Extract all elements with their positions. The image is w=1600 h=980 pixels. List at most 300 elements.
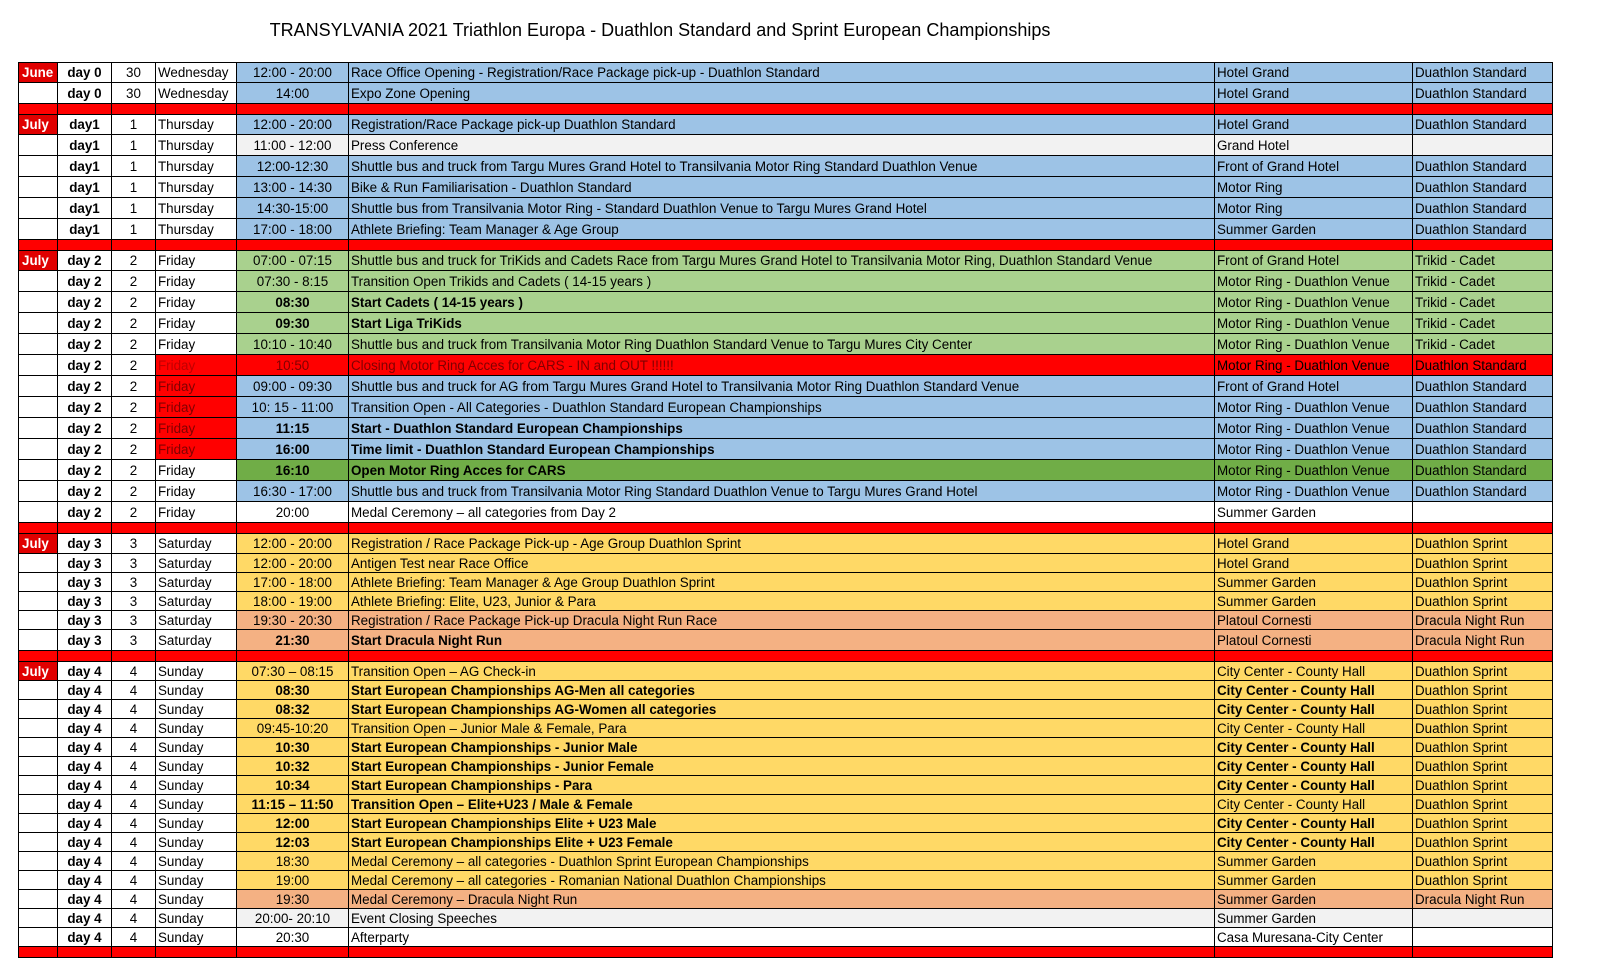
schedule-row <box>19 662 1553 681</box>
time-cell: 12:00 - 20:00 <box>237 554 349 573</box>
month-cell-empty <box>19 630 58 651</box>
day-label: day 2 <box>58 376 112 397</box>
event-cell: Closing Motor Ring Acces for CARS - IN and OUT !!!!!! <box>349 355 1215 376</box>
month-cell-empty <box>19 719 58 738</box>
day-number: 2 <box>112 418 156 439</box>
category-cell: Duathlon Standard <box>1413 418 1553 439</box>
category-cell: Duathlon Standard <box>1413 198 1553 219</box>
category-cell: Dracula Night Run <box>1413 611 1553 630</box>
category-cell: Trikid - Cadet <box>1413 292 1553 313</box>
separator-cell <box>112 947 156 958</box>
schedule-row <box>19 890 1553 909</box>
month-cell: July <box>19 662 58 681</box>
month-cell-empty <box>19 83 58 104</box>
category-cell: Duathlon Sprint <box>1413 662 1553 681</box>
event-cell: Start Liga TriKids <box>349 313 1215 334</box>
separator-cell <box>237 104 349 115</box>
day-label: day 4 <box>58 681 112 700</box>
month-cell-empty <box>19 334 58 355</box>
event-cell: Shuttle bus and truck from Transilvania Motor Ring Duathlon Standard Venue to Targu Mures City Center <box>349 334 1215 355</box>
day-label: day1 <box>58 198 112 219</box>
month-cell-empty <box>19 156 58 177</box>
event-cell: Start European Championships AG-Women all categories <box>349 700 1215 719</box>
event-cell: Medal Ceremony – all categories from Day 2 <box>349 502 1215 523</box>
day-separator <box>19 240 1553 251</box>
day-label: day 0 <box>58 83 112 104</box>
event-cell: Transition Open – Elite+U23 / Male & Female <box>349 795 1215 814</box>
weekday: Thursday <box>156 219 237 240</box>
day-number: 2 <box>112 355 156 376</box>
location-cell: Motor Ring - Duathlon Venue <box>1215 481 1413 502</box>
location-cell: City Center - County Hall <box>1215 814 1413 833</box>
time-cell: 09:00 - 09:30 <box>237 376 349 397</box>
category-cell: Duathlon Sprint <box>1413 795 1553 814</box>
time-cell: 12:03 <box>237 833 349 852</box>
event-cell: Medal Ceremony – Dracula Night Run <box>349 890 1215 909</box>
day-number: 3 <box>112 592 156 611</box>
day-number: 1 <box>112 115 156 135</box>
day-label: day 2 <box>58 313 112 334</box>
weekday: Sunday <box>156 833 237 852</box>
day-number: 2 <box>112 439 156 460</box>
day-number: 4 <box>112 814 156 833</box>
time-cell: 19:30 <box>237 890 349 909</box>
day-label: day 2 <box>58 418 112 439</box>
schedule-row <box>19 795 1553 814</box>
month-cell-empty <box>19 355 58 376</box>
weekday: Friday <box>156 313 237 334</box>
separator-cell <box>1413 651 1553 662</box>
weekday: Saturday <box>156 534 237 554</box>
category-cell: Duathlon Sprint <box>1413 681 1553 700</box>
weekday: Sunday <box>156 909 237 928</box>
month-cell-empty <box>19 292 58 313</box>
event-cell: Start European Championships Elite + U23 Male <box>349 814 1215 833</box>
month-cell-empty <box>19 871 58 890</box>
weekday: Friday <box>156 251 237 271</box>
day-label: day 2 <box>58 355 112 376</box>
separator-cell <box>156 651 237 662</box>
separator-cell <box>349 240 1215 251</box>
category-cell: Duathlon Sprint <box>1413 833 1553 852</box>
location-cell: Casa Muresana-City Center <box>1215 928 1413 947</box>
separator-cell <box>349 104 1215 115</box>
location-cell: Summer Garden <box>1215 852 1413 871</box>
schedule-body <box>19 63 1553 958</box>
location-cell: City Center - County Hall <box>1215 833 1413 852</box>
location-cell: Motor Ring - Duathlon Venue <box>1215 313 1413 334</box>
event-cell: Transition Open – AG Check-in <box>349 662 1215 681</box>
weekday: Sunday <box>156 757 237 776</box>
time-cell: 16:30 - 17:00 <box>237 481 349 502</box>
day-label: day 4 <box>58 795 112 814</box>
location-cell: Motor Ring - Duathlon Venue <box>1215 397 1413 418</box>
time-cell: 08:30 <box>237 292 349 313</box>
month-cell-empty <box>19 611 58 630</box>
weekday: Friday <box>156 397 237 418</box>
event-cell: Shuttle bus and truck for TriKids and Cadets Race from Targu Mures Grand Hotel to Transilvania Motor Ring, Duathlon Standard Venue <box>349 251 1215 271</box>
schedule-row <box>19 738 1553 757</box>
day-number: 4 <box>112 757 156 776</box>
category-cell: Duathlon Sprint <box>1413 738 1553 757</box>
page-title: TRANSYLVANIA 2021 Triathlon Europa - Duathlon Standard and Sprint European Championships <box>269 20 1051 40</box>
schedule-row <box>19 334 1553 355</box>
event-cell: Registration/Race Package pick-up Duathlon Standard <box>349 115 1215 135</box>
schedule-row <box>19 355 1553 376</box>
event-cell: Athlete Briefing: Elite, U23, Junior & Para <box>349 592 1215 611</box>
time-cell: 10:10 - 10:40 <box>237 334 349 355</box>
month-cell-empty <box>19 833 58 852</box>
location-cell: City Center - County Hall <box>1215 757 1413 776</box>
time-cell: 16:10 <box>237 460 349 481</box>
schedule-row <box>19 871 1553 890</box>
time-cell: 19:00 <box>237 871 349 890</box>
time-cell: 18:30 <box>237 852 349 871</box>
event-cell: Shuttle bus and truck for AG from Targu Mures Grand Hotel to Transilvania Motor Ring Duathlon Standard Venue <box>349 376 1215 397</box>
time-cell: 08:32 <box>237 700 349 719</box>
location-cell: City Center - County Hall <box>1215 795 1413 814</box>
schedule-row <box>19 592 1553 611</box>
month-cell-empty <box>19 890 58 909</box>
month-cell-empty <box>19 481 58 502</box>
event-cell: Start European Championships Elite + U23 Female <box>349 833 1215 852</box>
event-cell: Shuttle bus and truck from Transilvania Motor Ring Standard Duathlon Venue to Targu Mures Grand Hotel <box>349 481 1215 502</box>
category-cell: Duathlon Sprint <box>1413 776 1553 795</box>
separator-cell <box>1215 240 1413 251</box>
category-cell: Dracula Night Run <box>1413 890 1553 909</box>
separator-cell <box>237 523 349 534</box>
day-number: 4 <box>112 700 156 719</box>
schedule-row <box>19 115 1553 135</box>
month-cell: July <box>19 115 58 135</box>
day-label: day 2 <box>58 334 112 355</box>
separator-cell <box>349 947 1215 958</box>
month-cell-empty <box>19 554 58 573</box>
location-cell: Motor Ring - Duathlon Venue <box>1215 418 1413 439</box>
location-cell: Summer Garden <box>1215 573 1413 592</box>
weekday: Thursday <box>156 156 237 177</box>
time-cell: 09:30 <box>237 313 349 334</box>
category-cell: Trikid - Cadet <box>1413 334 1553 355</box>
day-number: 1 <box>112 135 156 156</box>
separator-cell <box>19 651 58 662</box>
weekday: Thursday <box>156 135 237 156</box>
schedule-row <box>19 460 1553 481</box>
schedule-row <box>19 833 1553 852</box>
day-number: 3 <box>112 554 156 573</box>
time-cell: 11:15 – 11:50 <box>237 795 349 814</box>
schedule-row <box>19 776 1553 795</box>
schedule-table <box>18 62 1553 958</box>
category-cell: Duathlon Sprint <box>1413 573 1553 592</box>
event-cell: Start European Championships - Para <box>349 776 1215 795</box>
location-cell: Front of Grand Hotel <box>1215 156 1413 177</box>
location-cell: Grand Hotel <box>1215 135 1413 156</box>
day-number: 1 <box>112 177 156 198</box>
schedule-row <box>19 156 1553 177</box>
separator-cell <box>349 651 1215 662</box>
day-number: 4 <box>112 662 156 681</box>
time-cell: 21:30 <box>237 630 349 651</box>
event-cell: Expo Zone Opening <box>349 83 1215 104</box>
day-label: day 3 <box>58 573 112 592</box>
schedule-row <box>19 418 1553 439</box>
time-cell: 12:00-12:30 <box>237 156 349 177</box>
weekday: Friday <box>156 460 237 481</box>
category-cell: Duathlon Standard <box>1413 63 1553 83</box>
location-cell: Motor Ring - Duathlon Venue <box>1215 271 1413 292</box>
day-label: day 4 <box>58 700 112 719</box>
day-label: day1 <box>58 219 112 240</box>
day-number: 2 <box>112 313 156 334</box>
category-cell <box>1413 135 1553 156</box>
separator-cell <box>112 240 156 251</box>
day-number: 4 <box>112 890 156 909</box>
weekday: Friday <box>156 334 237 355</box>
day-label: day 4 <box>58 871 112 890</box>
category-cell: Duathlon Sprint <box>1413 871 1553 890</box>
day-number: 3 <box>112 573 156 592</box>
schedule-row <box>19 909 1553 928</box>
day-label: day 4 <box>58 833 112 852</box>
category-cell: Duathlon Sprint <box>1413 592 1553 611</box>
month-cell-empty <box>19 928 58 947</box>
event-cell: Bike & Run Familiarisation - Duathlon Standard <box>349 177 1215 198</box>
weekday: Friday <box>156 355 237 376</box>
day-label: day1 <box>58 156 112 177</box>
day-label: day 2 <box>58 502 112 523</box>
weekday: Thursday <box>156 115 237 135</box>
weekday: Wednesday <box>156 83 237 104</box>
day-label: day1 <box>58 135 112 156</box>
weekday: Sunday <box>156 681 237 700</box>
category-cell: Duathlon Standard <box>1413 83 1553 104</box>
month-cell-empty <box>19 795 58 814</box>
category-cell: Duathlon Sprint <box>1413 814 1553 833</box>
separator-cell <box>237 947 349 958</box>
location-cell: Platoul Cornesti <box>1215 611 1413 630</box>
time-cell: 10:30 <box>237 738 349 757</box>
day-label: day 3 <box>58 554 112 573</box>
location-cell: Hotel Grand <box>1215 534 1413 554</box>
day-number: 2 <box>112 292 156 313</box>
separator-cell <box>58 523 112 534</box>
month-cell-empty <box>19 219 58 240</box>
day-number: 2 <box>112 251 156 271</box>
day-number: 3 <box>112 611 156 630</box>
month-cell-empty <box>19 198 58 219</box>
weekday: Sunday <box>156 890 237 909</box>
event-cell: Event Closing Speeches <box>349 909 1215 928</box>
schedule-row <box>19 83 1553 104</box>
separator-cell <box>1413 104 1553 115</box>
event-cell: Registration / Race Package Pick-up Dracula Night Run Race <box>349 611 1215 630</box>
time-cell: 12:00 - 20:00 <box>237 115 349 135</box>
weekday: Sunday <box>156 719 237 738</box>
event-cell: Press Conference <box>349 135 1215 156</box>
schedule-row <box>19 719 1553 738</box>
category-cell: Duathlon Standard <box>1413 115 1553 135</box>
schedule-row <box>19 135 1553 156</box>
schedule-row <box>19 439 1553 460</box>
weekday: Wednesday <box>156 63 237 83</box>
month-cell-empty <box>19 700 58 719</box>
day-number: 1 <box>112 198 156 219</box>
category-cell: Duathlon Standard <box>1413 156 1553 177</box>
event-cell: Medal Ceremony – all categories - Romanian National Duathlon Championships <box>349 871 1215 890</box>
month-cell-empty <box>19 460 58 481</box>
location-cell: Front of Grand Hotel <box>1215 251 1413 271</box>
event-cell: Transition Open - All Categories - Duathlon Standard European Championships <box>349 397 1215 418</box>
location-cell: Motor Ring - Duathlon Venue <box>1215 355 1413 376</box>
time-cell: 08:30 <box>237 681 349 700</box>
location-cell: Hotel Grand <box>1215 83 1413 104</box>
location-cell: Summer Garden <box>1215 890 1413 909</box>
category-cell: Trikid - Cadet <box>1413 313 1553 334</box>
day-number: 4 <box>112 928 156 947</box>
weekday: Friday <box>156 271 237 292</box>
separator-cell <box>58 104 112 115</box>
time-cell: 12:00 - 20:00 <box>237 534 349 554</box>
event-cell: Athlete Briefing: Team Manager & Age Group Duathlon Sprint <box>349 573 1215 592</box>
weekday: Sunday <box>156 871 237 890</box>
day-label: day1 <box>58 115 112 135</box>
day-label: day 2 <box>58 460 112 481</box>
month-cell-empty <box>19 376 58 397</box>
month-cell-empty <box>19 313 58 334</box>
category-cell: Duathlon Sprint <box>1413 719 1553 738</box>
day-number: 4 <box>112 852 156 871</box>
day-number: 1 <box>112 156 156 177</box>
category-cell: Duathlon Standard <box>1413 481 1553 502</box>
schedule-row <box>19 63 1553 83</box>
weekday: Friday <box>156 481 237 502</box>
weekday: Sunday <box>156 795 237 814</box>
location-cell: Motor Ring - Duathlon Venue <box>1215 334 1413 355</box>
separator-cell <box>58 240 112 251</box>
location-cell: City Center - County Hall <box>1215 662 1413 681</box>
month-cell-empty <box>19 681 58 700</box>
event-cell: Medal Ceremony – all categories - Duathlon Sprint European Championships <box>349 852 1215 871</box>
separator-cell <box>1215 104 1413 115</box>
location-cell: Motor Ring - Duathlon Venue <box>1215 439 1413 460</box>
time-cell: 12:00 <box>237 814 349 833</box>
day-label: day 2 <box>58 292 112 313</box>
separator-cell <box>58 651 112 662</box>
location-cell: Platoul Cornesti <box>1215 630 1413 651</box>
month-cell: July <box>19 534 58 554</box>
month-cell-empty <box>19 776 58 795</box>
separator-cell <box>1413 947 1553 958</box>
separator-cell <box>19 523 58 534</box>
day-label: day 4 <box>58 719 112 738</box>
day-separator <box>19 947 1553 958</box>
day-label: day 3 <box>58 592 112 611</box>
day-label: day 2 <box>58 271 112 292</box>
month-cell-empty <box>19 418 58 439</box>
schedule-row <box>19 251 1553 271</box>
location-cell: Motor Ring - Duathlon Venue <box>1215 292 1413 313</box>
day-label: day 2 <box>58 481 112 502</box>
category-cell: Duathlon Sprint <box>1413 757 1553 776</box>
month-cell-empty <box>19 573 58 592</box>
schedule-row <box>19 814 1553 833</box>
separator-cell <box>19 947 58 958</box>
weekday: Sunday <box>156 852 237 871</box>
event-cell: Time limit - Duathlon Standard European Championships <box>349 439 1215 460</box>
day-number: 4 <box>112 776 156 795</box>
category-cell: Dracula Night Run <box>1413 630 1553 651</box>
day-number: 2 <box>112 334 156 355</box>
separator-cell <box>58 947 112 958</box>
day-number: 4 <box>112 909 156 928</box>
event-cell: Start European Championships AG-Men all categories <box>349 681 1215 700</box>
day-number: 4 <box>112 738 156 757</box>
separator-cell <box>156 523 237 534</box>
schedule-row <box>19 928 1553 947</box>
location-cell: Hotel Grand <box>1215 63 1413 83</box>
month-cell-empty <box>19 439 58 460</box>
day-number: 4 <box>112 719 156 738</box>
weekday: Friday <box>156 292 237 313</box>
event-cell: Transition Open Trikids and Cadets ( 14-15 years ) <box>349 271 1215 292</box>
event-cell: Start European Championships - Junior Male <box>349 738 1215 757</box>
category-cell: Duathlon Standard <box>1413 219 1553 240</box>
location-cell: City Center - County Hall <box>1215 700 1413 719</box>
day-separator <box>19 651 1553 662</box>
time-cell: 18:00 - 19:00 <box>237 592 349 611</box>
schedule-row <box>19 292 1553 313</box>
category-cell <box>1413 502 1553 523</box>
time-cell: 20:00- 20:10 <box>237 909 349 928</box>
day-label: day 4 <box>58 928 112 947</box>
month-cell-empty <box>19 397 58 418</box>
time-cell: 07:00 - 07:15 <box>237 251 349 271</box>
separator-cell <box>112 523 156 534</box>
event-cell: Antigen Test near Race Office <box>349 554 1215 573</box>
event-cell: Afterparty <box>349 928 1215 947</box>
time-cell: 20:30 <box>237 928 349 947</box>
time-cell: 11:15 <box>237 418 349 439</box>
day-number: 3 <box>112 534 156 554</box>
event-cell: Start Dracula Night Run <box>349 630 1215 651</box>
separator-cell <box>156 104 237 115</box>
time-cell: 10:50 <box>237 355 349 376</box>
event-cell: Start Cadets ( 14-15 years ) <box>349 292 1215 313</box>
day-label: day 4 <box>58 776 112 795</box>
schedule-row <box>19 177 1553 198</box>
month-cell-empty <box>19 502 58 523</box>
event-cell: Race Office Opening - Registration/Race Package pick-up - Duathlon Standard <box>349 63 1215 83</box>
day-label: day 4 <box>58 738 112 757</box>
weekday: Saturday <box>156 630 237 651</box>
time-cell: 09:45-10:20 <box>237 719 349 738</box>
location-cell: City Center - County Hall <box>1215 738 1413 757</box>
month-cell-empty <box>19 135 58 156</box>
day-label: day1 <box>58 177 112 198</box>
time-cell: 17:00 - 18:00 <box>237 219 349 240</box>
day-label: day 4 <box>58 757 112 776</box>
day-number: 2 <box>112 271 156 292</box>
weekday: Sunday <box>156 662 237 681</box>
day-number: 30 <box>112 63 156 83</box>
event-cell: Shuttle bus from Transilvania Motor Ring - Standard Duathlon Venue to Targu Mures Grand Hotel <box>349 198 1215 219</box>
category-cell: Duathlon Sprint <box>1413 852 1553 871</box>
day-label: day 2 <box>58 439 112 460</box>
category-cell: Duathlon Standard <box>1413 397 1553 418</box>
category-cell: Duathlon Standard <box>1413 355 1553 376</box>
schedule-row <box>19 502 1553 523</box>
